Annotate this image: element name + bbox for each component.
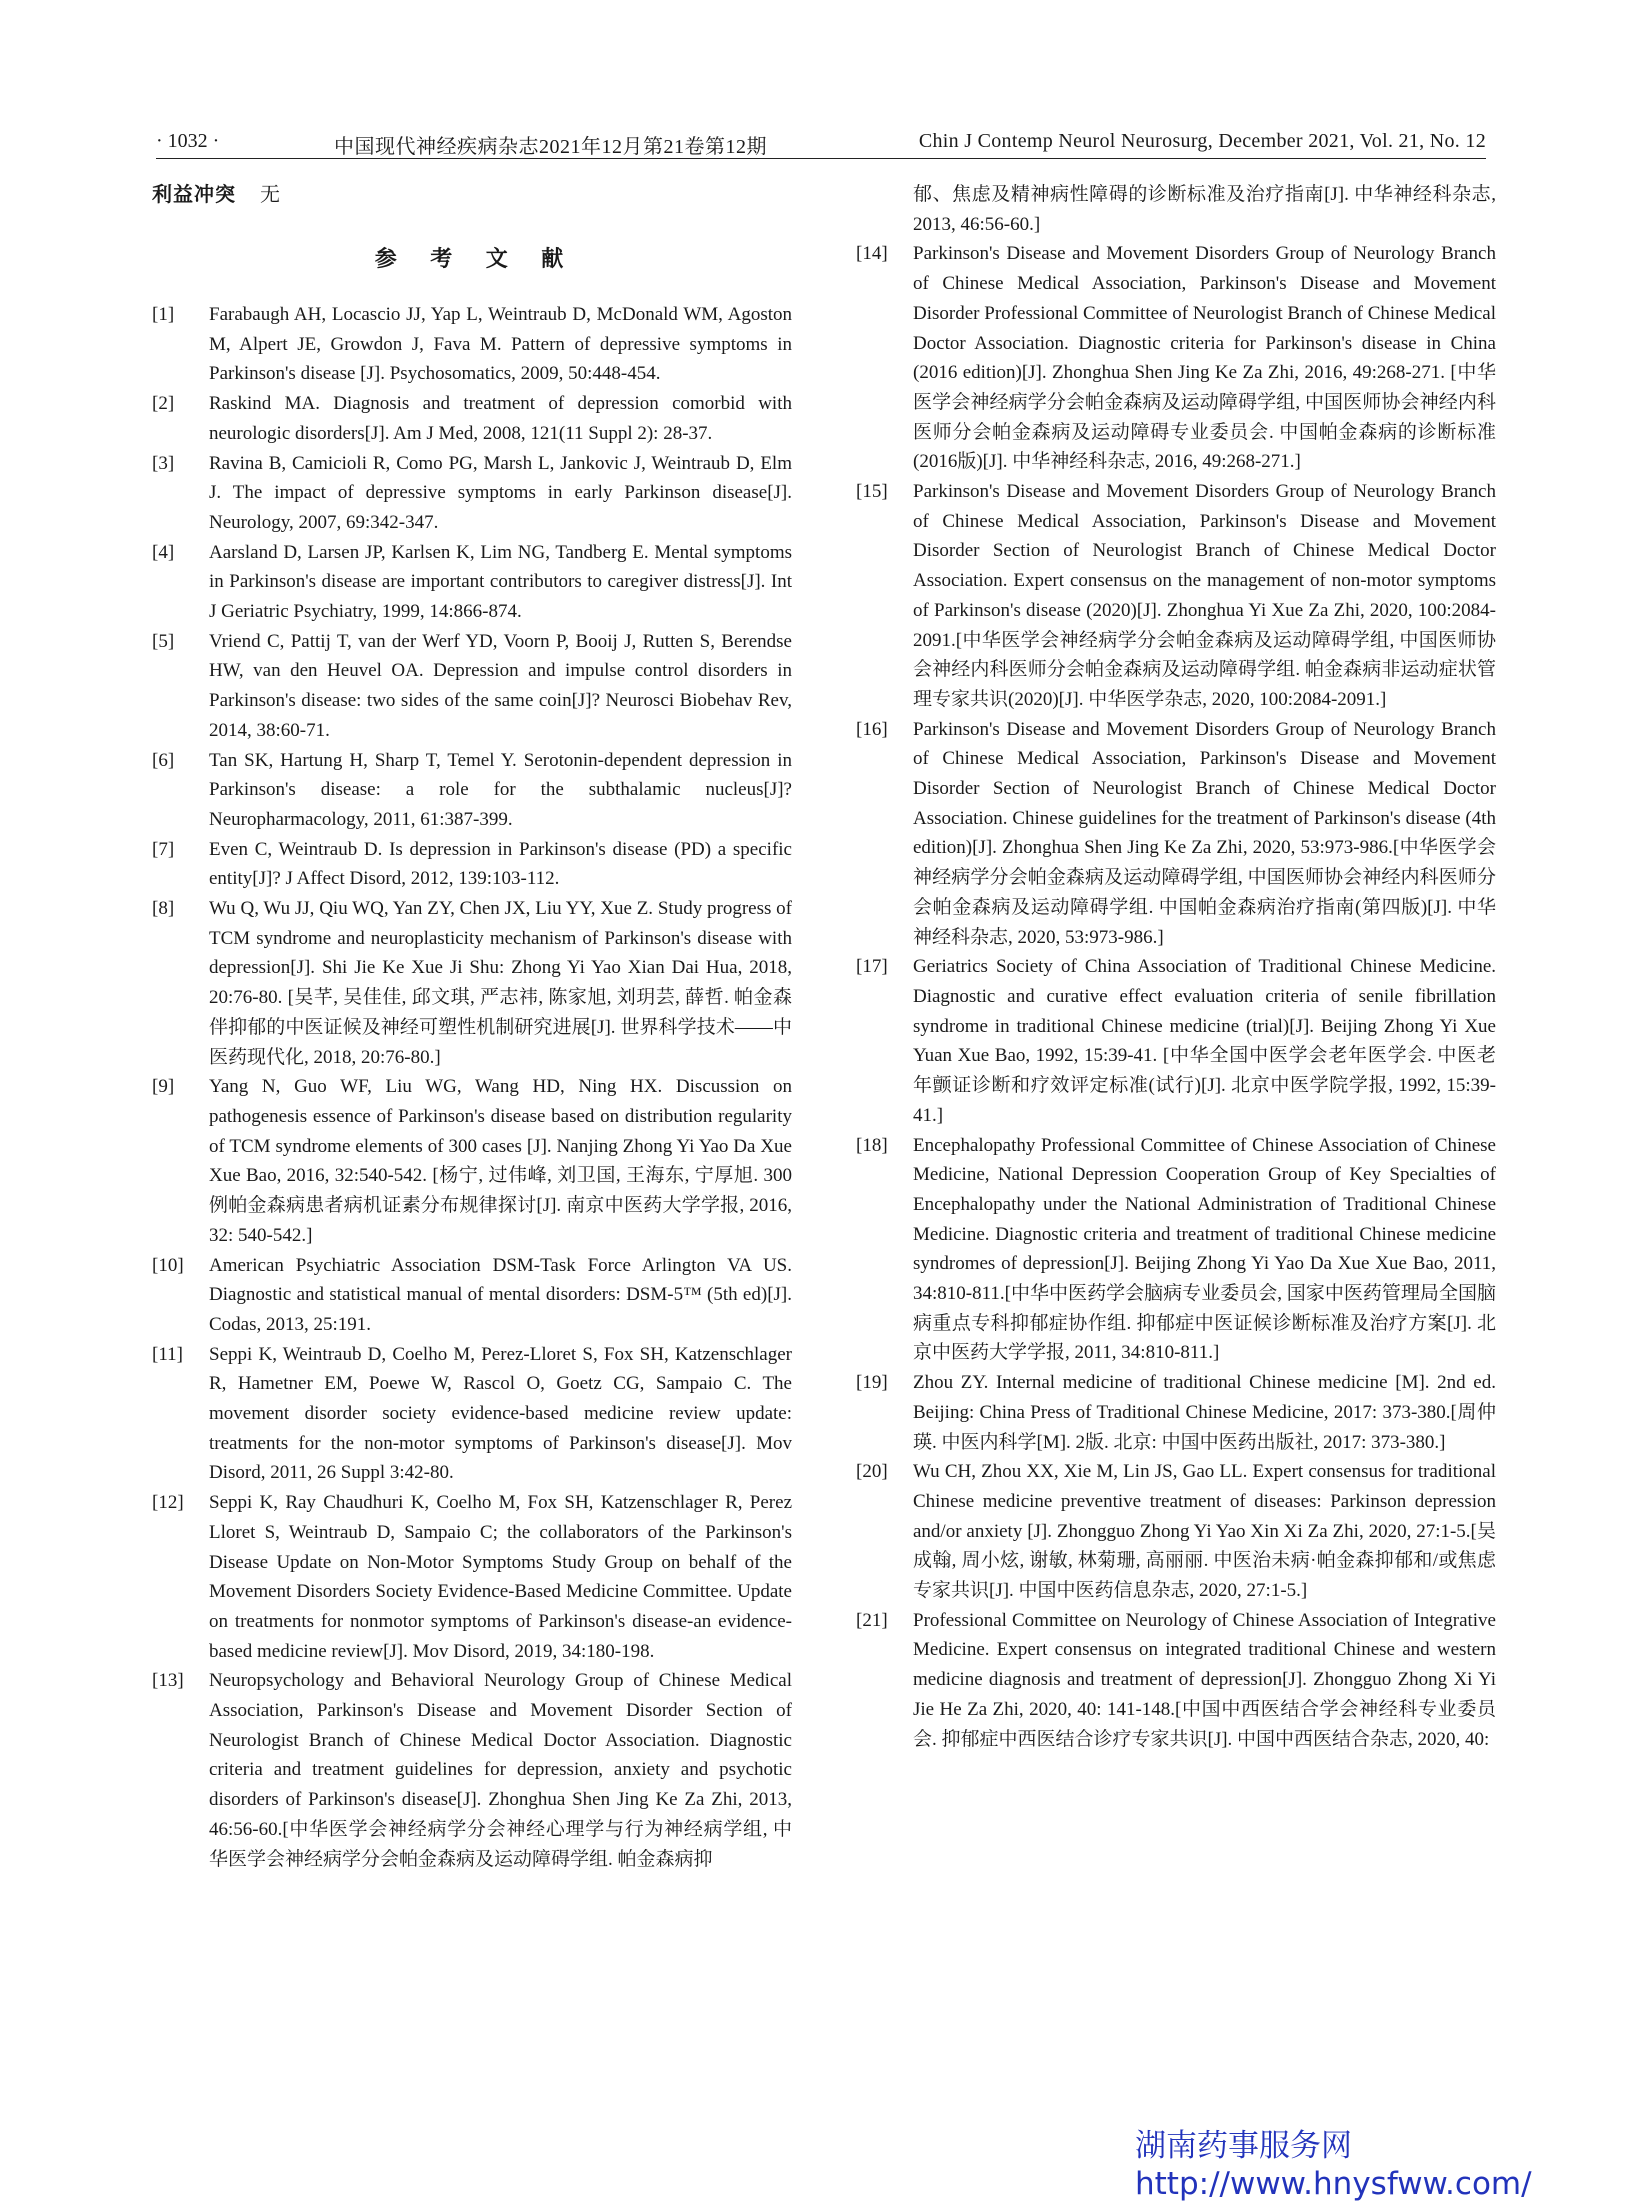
reference-number: [19]	[856, 1372, 888, 1394]
reference-item	[152, 1340, 792, 1489]
watermark-url: http://www.hnysfww.com/	[1135, 2166, 1532, 2202]
left-column	[152, 180, 792, 1874]
conflict-of-interest-value: 无	[260, 184, 280, 206]
reference-number: [6]	[152, 749, 175, 771]
reference-number: [8]	[152, 898, 175, 920]
journal-title-en: Chin J Contemp Neurol Neurosurg, December 2021, Vol. 21, No. 12	[918, 130, 1486, 152]
reference-number: [20]	[856, 1461, 888, 1483]
reference-number: [11]	[152, 1343, 183, 1365]
reference-item	[152, 627, 792, 746]
reference-text: Wu Q, Wu JJ, Qiu WQ, Yan ZY, Chen JX, Liu YY, Xue Z. Study progress of TCM syndrome and neuroplasticity mechanism of Parkinson's disease with depression[J]. Shi Jie Ke Xue Ji Shu: Zhong Yi Yao Xian Dai Hua, 2018, 20:76-80. [吴芊, 吴佳佳, 邱文琪, 严志祎, 陈家旭, 刘玥芸, 薛哲. 帕金森伴抑郁的中医证候及神经可塑性机制研究进展[J]. 世界科学技术——中医药现代化, 2018, 20:76-80.]	[209, 898, 792, 1068]
reference-text: Encephalopathy Professional Committee of Chinese Association of Chinese Medicine, National Depression Cooperation Group of Key Specialties of Encephalopathy under the National Administration of Traditional Chinese Medicine. Diagnostic criteria and treatment of traditional Chinese medicine syndromes of depression[J]. Beijing Zhong Yi Yao Da Xue Xue Bao, 2011, 34:810-811.[中华中医药学会脑病专业委员会, 国家中医药管理局全国脑病重点专科抑郁症协作组. 抑郁症中医证候诊断标准及治疗方案[J]. 北京中医药大学学报, 2011, 34:810-811.]	[913, 1134, 1496, 1364]
reference-number: [13]	[152, 1670, 184, 1692]
reference-item	[152, 1488, 792, 1666]
reference-text: Parkinson's Disease and Movement Disorders Group of Neurology Branch of Chinese Medical Association, Parkinson's Disease and Movement Disorder Section of Neurologist Branch of Chinese Medical Doctor Association. Expert consensus on the management of non-motor symptoms of Parkinson's disease (2020)[J]. Zhonghua Yi Xue Za Zhi, 2020, 100:2084-2091.[中华医学会神经病学分会帕金森病及运动障碍学组, 中国医师协会神经内科医师分会帕金森病及运动障碍学组. 帕金森病非运动症状管理专家共识(2020)[J]. 中华医学杂志, 2020, 100:2084-2091.]	[913, 481, 1496, 710]
reference-item	[856, 1606, 1496, 1755]
conflict-of-interest	[152, 180, 792, 210]
reference-number: [21]	[856, 1609, 888, 1631]
reference-item	[152, 449, 792, 538]
reference-item	[152, 1072, 792, 1250]
right-column	[856, 180, 1496, 1754]
reference-item	[152, 835, 792, 894]
reference-item	[152, 1251, 792, 1340]
journal-title-cn: 中国现代神经疾病杂志2021年12月第21卷第12期	[334, 136, 767, 158]
watermark-name: 湖南药事服务网	[1135, 2128, 1352, 2164]
header-rule	[156, 158, 1486, 159]
reference-text: Parkinson's Disease and Movement Disorders Group of Neurology Branch of Chinese Medical Association, Parkinson's Disease and Movement Disorder Section of Neurologist Branch of Chinese Medical Doctor Association. Chinese guidelines for the treatment of Parkinson's disease (4th edition)[J]. Zhonghua Shen Jing Ke Za Zhi, 2020, 53:973-986.[中华医学会神经病学分会帕金森病及运动障碍学组, 中国医师协会神经内科医师分会帕金森病及运动障碍学组. 中国帕金森病治疗指南(第四版)[J]. 中华神经科杂志, 2020, 53:973-986.]	[913, 718, 1496, 948]
reference-number: [1]	[152, 304, 175, 325]
reference-number: [9]	[152, 1076, 175, 1098]
reference-number: [5]	[152, 630, 175, 652]
reference-item	[152, 1666, 792, 1874]
conflict-of-interest-label: 利益冲突	[152, 184, 236, 206]
reference-item	[856, 239, 1496, 477]
reference-item	[152, 894, 792, 1072]
page-number: · 1032 ·	[156, 130, 220, 152]
reference-text: American Psychiatric Association DSM-Task Force Arlington VA US. Diagnostic and statistical manual of mental disorders: DSM-5™ (5th ed)[J]. Codas, 2013, 25:191.	[209, 1254, 792, 1335]
reference-number: [3]	[152, 452, 175, 474]
reference-item	[856, 1457, 1496, 1606]
reference-item	[856, 1131, 1496, 1369]
reference-text: Seppi K, Ray Chaudhuri K, Coelho M, Fox SH, Katzenschlager R, Perez Lloret S, Weintraub D, Sampaio C; the collaborators of the Parkinson's Disease Update on Non-Motor Symptoms Study Group on behalf of the Movement Disorders Society Evidence-Based Medicine Committee. Update on treatments for nonmotor symptoms of Parkinson's disease-an evidence-based medicine review[J]. Mov Disord, 2019, 34:180-198.	[209, 1492, 792, 1662]
reference-item	[152, 300, 792, 389]
reference-number: [18]	[856, 1134, 888, 1156]
reference-number: [14]	[856, 243, 888, 265]
reference-number: [4]	[152, 541, 175, 563]
reference-number: [16]	[856, 718, 888, 740]
references-heading: 参 考 文 献	[374, 246, 578, 271]
reference-number: [15]	[856, 481, 888, 503]
reference-item	[856, 952, 1496, 1130]
reference-text: Yang N, Guo WF, Liu WG, Wang HD, Ning HX. Discussion on pathogenesis essence of Parkinson's disease based on distribution regularity of TCM syndrome elements of 300 cases [J]. Nanjing Zhong Yi Yao Da Xue Xue Bao, 2016, 32:540-542. [杨宁, 过伟峰, 刘卫国, 王海东, 宁厚旭. 300例帕金森病患者病机证素分布规律探讨[J]. 南京中医药大学学报, 2016, 32: 540-542.]	[209, 1076, 792, 1246]
reference-text: Professional Committee on Neurology of Chinese Association of Integrative Medicine. Expert consensus on integrated traditional Chinese and western medicine diagnosis and treatment of depression[J]. Zhongguo Zhong Xi Yi Jie He Za Zhi, 2020, 40: 141-148.[中国中西医结合学会神经科专业委员会. 抑郁症中西医结合诊疗专家共识[J]. 中国中西医结合杂志, 2020, 40:	[913, 1609, 1496, 1750]
reference-item	[856, 1368, 1496, 1457]
reference-number: [10]	[152, 1254, 184, 1276]
reference-number: [7]	[152, 838, 175, 860]
reference-text: Raskind MA. Diagnosis and treatment of depression comorbid with neurologic disorders[J]. Am J Med, 2008, 121(11 Suppl 2): 28-37.	[209, 393, 792, 444]
reference-number: [2]	[152, 393, 175, 415]
reference-text: Neuropsychology and Behavioral Neurology Group of Chinese Medical Association, Parkinson's Disease and Movement Disorder Section of Neurologist Branch of Chinese Medical Doctor Association. Diagnostic criteria and treatment guidelines for depression, anxiety and psychotic disorders of Parkinson's disease[J]. Zhonghua Shen Jing Ke Za Zhi, 2013, 46:56-60.[中华医学会神经病学分会神经心理学与行为神经病学组, 中华医学会神经病学分会帕金森病及运动障碍学组. 帕金森病抑	[209, 1670, 792, 1870]
reference-text: Geriatrics Society of China Association of Traditional Chinese Medicine. Diagnostic and curative effect evaluation criteria of senile fibrillation syndrome in traditional Chinese medicine (trial)[J]. Beijing Zhong Yi Xue Yuan Xue Bao, 1992, 15:39-41. [中华全国中医学会老年医学会. 中医老年颤证诊断和疗效评定标准(试行)[J]. 北京中医学院学报, 1992, 15:39-41.]	[913, 956, 1496, 1126]
reference-text: Aarsland D, Larsen JP, Karlsen K, Lim NG, Tandberg E. Mental symptoms in Parkinson's disease are important contributors to caregiver distress[J]. Int J Geriatric Psychiatry, 1999, 14:866-874.	[209, 541, 792, 623]
reference-text: Farabaugh AH, Locascio JJ, Yap L, Weintraub D, McDonald WM, Agoston M, Alpert JE, Growdon J, Fava M. Pattern of depressive symptoms in Parkinson's disease [J]. Psychosomatics, 2009, 50:448-454.	[209, 304, 792, 385]
reference-text: Vriend C, Pattij T, van der Werf YD, Voorn P, Booij J, Rutten S, Berendse HW, van den Heuvel OA. Depression and impulse control disorders in Parkinson's disease: two sides of the same coin[J]? Neurosci Biobehav Rev, 2014, 38:60-71.	[209, 630, 792, 741]
reference-continuation: 郁、焦虑及精神病性障碍的诊断标准及治疗指南[J]. 中华神经科杂志, 2013, 46:56-60.]	[913, 184, 1496, 235]
reference-text: Tan SK, Hartung H, Sharp T, Temel Y. Serotonin-dependent depression in Parkinson's disease: a role for the subthalamic nucleus[J]? Neuropharmacology, 2011, 61:387-399.	[209, 749, 792, 830]
reference-text: Seppi K, Weintraub D, Coelho M, Perez-Lloret S, Fox SH, Katzenschlager R, Hametner EM, Poewe W, Rascol O, Goetz CG, Sampaio C. The movement disorder society evidence-based medicine review update: treatments for the non-motor symptoms of Parkinson's disease[J]. Mov Disord, 2011, 26 Suppl 3:42-80.	[209, 1343, 792, 1484]
running-header	[156, 126, 1486, 156]
reference-list-left	[152, 300, 792, 1874]
reference-list-right	[856, 239, 1496, 1754]
reference-item	[152, 746, 792, 835]
reference-text: Parkinson's Disease and Movement Disorders Group of Neurology Branch of Chinese Medical Association, Parkinson's Disease and Movement Disorder Professional Committee of Neurologist Branch of Chinese Medical Doctor Association. Diagnostic criteria for Parkinson's disease in China (2016 edition)[J]. Zhonghua Shen Jing Ke Za Zhi, 2016, 49:268-271. [中华医学会神经病学分会帕金森病及运动障碍学组, 中国医师协会神经内科医师分会帕金森病及运动障碍专业委员会. 中国帕金森病的诊断标准(2016版)[J]. 中华神经科杂志, 2016, 49:268-271.]	[913, 243, 1496, 473]
reference-number: [12]	[152, 1492, 184, 1514]
reference-item	[152, 538, 792, 627]
reference-text: Zhou ZY. Internal medicine of traditional Chinese medicine [M]. 2nd ed. Beijing: China Press of Traditional Chinese Medicine, 2017: 373-380.[周仲瑛. 中医内科学[M]. 2版. 北京: 中国中医药出版社, 2017: 373-380.]	[913, 1372, 1496, 1453]
reference-item	[856, 477, 1496, 715]
reference-item	[152, 389, 792, 448]
reference-text: Ravina B, Camicioli R, Como PG, Marsh L, Jankovic J, Weintraub D, Elm J. The impact of depressive symptoms in early Parkinson disease[J]. Neurology, 2007, 69:342-347.	[209, 452, 792, 533]
reference-item	[856, 715, 1496, 953]
reference-text: Wu CH, Zhou XX, Xie M, Lin JS, Gao LL. Expert consensus for traditional Chinese medicine preventive treatment of diseases: Parkinson depression and/or anxiety [J]. Zhongguo Zhong Yi Yao Xin Xi Za Zhi, 2020, 27:1-5.[吴成翰, 周小炫, 谢敏, 林菊珊, 高丽丽. 中医治未病·帕金森抑郁和/或焦虑专家共识[J]. 中国中医药信息杂志, 2020, 27:1-5.]	[913, 1461, 1496, 1602]
reference-text: Even C, Weintraub D. Is depression in Parkinson's disease (PD) a specific entity[J]? J Affect Disord, 2012, 139:103-112.	[209, 838, 792, 890]
watermark	[1135, 2126, 1532, 2202]
reference-number: [17]	[856, 956, 888, 978]
